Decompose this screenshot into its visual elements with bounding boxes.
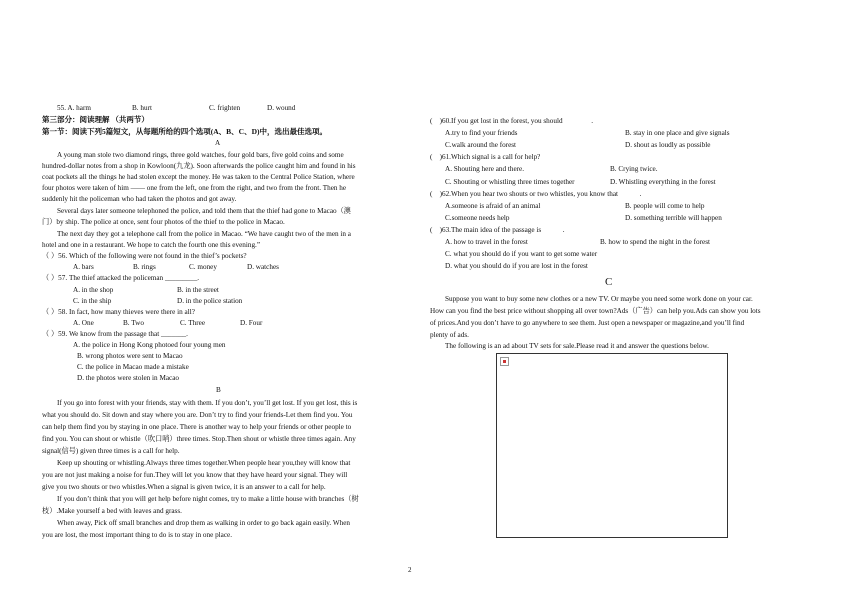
passage-a-line: hundred-dollar notes from a shop in Kowloon(九龙). Soon afterwards the police caught him and found in his	[42, 162, 356, 170]
page-number: 2	[408, 566, 412, 574]
q59-option-a: A. the police in Hong Kong photoed four young men	[73, 341, 226, 349]
q56-option-d: D. watches	[247, 263, 279, 271]
q63-option-b: B. how to spend the night in the forest	[600, 238, 710, 246]
passage-a-line: hotel and one in a restaurant. We hope to catch the fourth one this evening.”	[42, 241, 261, 249]
q57-option-a: A. in the shop	[73, 286, 114, 294]
passage-a-line: coat pockets all the things he had stolen except the money. He was taken to the Central Police Station, where	[42, 173, 355, 181]
passage-b-line: Keep up shouting or whistling.Always three times together.When people hear you,they will know that	[57, 459, 351, 467]
passage-b-line: If you go into forest with your friends, stay with them. If you don’t, you’ll get lost. If you get lost, this is	[57, 399, 358, 407]
section-title: 第三部分：阅读理解 （共两节）	[42, 115, 149, 124]
q55-option-c: C. frighten	[209, 104, 241, 112]
passage-c-line: How can you find the best price without shopping all over town?Ads（广告）can help you.Ads can show you lots	[430, 307, 761, 315]
q58-option-d: D. Four	[240, 319, 263, 327]
q60-option-a: A.try to find your friends	[445, 129, 518, 137]
q55-option-d: D. wound	[267, 104, 296, 112]
q63-stem: ( )63.The main idea of the passage is .	[430, 226, 565, 234]
q63-option-d: D. what you should do if you are lost in the forest	[445, 262, 588, 270]
q63-option-a: A. how to travel in the forest	[445, 238, 528, 246]
q59-stem: （ ）59. We know from the passage that _______.	[42, 330, 188, 338]
passage-b-line: give you two shouts or two whistles.When a signal is given twice, it is an answer to a call for help.	[42, 483, 326, 491]
q57-option-c: C. in the ship	[73, 297, 112, 305]
q57-option-b: B. in the street	[177, 286, 219, 294]
q59-option-c: C. the police in Macao made a mistake	[77, 363, 189, 371]
passage-b-label: B	[216, 386, 221, 394]
q60-option-d: D. shout as loudly as possible	[625, 141, 711, 149]
passage-c-line: plenty of ads.	[430, 331, 469, 339]
passage-b-line: you are not just making a noise for fun.They will let you know that they have heard your signal. They will	[42, 471, 348, 479]
q58-option-a: A. One	[73, 319, 94, 327]
q62-option-d: D. something terrible will happen	[625, 214, 722, 222]
passage-c-label: C	[605, 276, 613, 288]
q61-option-d: D. Whistling everything in the forest	[610, 178, 716, 186]
broken-image-icon	[500, 357, 509, 366]
q59-option-b: B. wrong photos were sent to Macao	[77, 352, 183, 360]
passage-c-line: Suppose you want to buy some new clothes or a new TV. Or maybe you need some work done on your car.	[445, 295, 753, 303]
passage-b-line: can help them find you by staying in one place. There is another way to help your friends or other people to	[42, 423, 352, 431]
q61-option-b: B. Crying twice.	[610, 165, 658, 173]
passage-b-line: When away, Pick off small branches and drop them as walking in order to go back again easily. When	[57, 519, 351, 527]
q58-option-b: B. Two	[123, 319, 144, 327]
q55-option-b: B. hurt	[132, 104, 152, 112]
q60-option-b: B. stay in one place and give signals	[625, 129, 730, 137]
q61-option-a: A. Shouting here and there.	[445, 165, 525, 173]
q57-option-d: D. in the police station	[177, 297, 243, 305]
q60-stem: ( )60.If you get lost in the forest, you should .	[430, 117, 594, 125]
q56-option-a: A. bars	[73, 263, 94, 271]
passage-c-line: The following is an ad about TV sets for sale.Please read it and answer the questions below.	[445, 342, 709, 350]
q58-option-c: C. Three	[180, 319, 206, 327]
passage-a-line: suddenly hit the policeman who had taken the photos and got away.	[42, 195, 237, 203]
passage-a-line: Several days later someone telephoned the police, and told them that the thief had gone to Macao（澳	[57, 207, 351, 215]
q60-option-c: C.walk around the forest	[445, 141, 517, 149]
q56-option-b: B. rings	[133, 263, 156, 271]
q59-option-d: D. the photos were stolen in Macao	[77, 374, 179, 382]
q62-stem: ( )62.When you hear two shouts or two whistles, you know that .	[430, 190, 642, 198]
q57-stem: （ ）57. The thief attacked the policeman _________.	[42, 274, 200, 282]
q56-stem: （ ）56. Which of the following were not found in the thief’s pockets?	[42, 252, 247, 260]
q61-stem: ( )61.Which signal is a call for help?	[430, 153, 541, 161]
tv-ad-image-frame	[496, 353, 728, 538]
passage-b-line: 枝）.Make yourself a bed with leaves and grass.	[42, 507, 182, 515]
passage-a-label: A	[215, 139, 221, 147]
passage-c-line: of prices.And you don’t have to go anywhere to see them. Just open a newspaper or magazine,and you’ll find	[430, 319, 745, 327]
passage-a-line: The next day they got a telephone call from the police in Macao. “We have caught two of the men in a	[57, 230, 351, 238]
passage-b-line: what you should do. Sit down and stay where you are. Don’t try to find your friends-Let them find you. You	[42, 411, 353, 419]
passage-b-line: find you. You can shout or whistle（吹口哨）three times. Stop.Then shout or whistle three times again. Any	[42, 435, 356, 443]
q56-option-c: C. money	[189, 263, 217, 271]
passage-b-line: signal(信号) given three times is a call for help.	[42, 447, 180, 455]
passage-a-line: A young man stole two diamond rings, three gold watches, four gold bars, five gold coins and some	[57, 151, 344, 159]
section-subtitle: 第一节：阅读下列5篇短文，从每题所给的四个选项(A、B、C、D)中，选出最佳选项。	[42, 127, 327, 136]
q62-option-b: B. people will come to help	[625, 202, 705, 210]
passage-a-line: four photos were taken of him —— one from the left, one from the right, and two from the front. Then he	[42, 184, 347, 192]
q62-option-c: C.someone needs help	[445, 214, 510, 222]
q58-stem: （ ）58. In fact, how many thieves were there in all?	[42, 308, 195, 316]
q61-option-c: C. Shouting or whistling three times together	[445, 178, 575, 186]
q62-option-a: A.someone is afraid of an animal	[445, 202, 541, 210]
passage-b-line: you are lost, the most important thing to do is to stay in one place.	[42, 531, 233, 539]
passage-b-line: If you don’t think that you will get help before night comes, try to make a little house with branches（树	[57, 495, 359, 503]
passage-a-line: 门）by ship. The police at once, sent four photos of the thief to the police in Macao.	[42, 218, 285, 226]
q63-option-c: C. what you should do if you want to get some water	[445, 250, 598, 258]
q55-option-a: 55. A. harm	[57, 104, 91, 112]
